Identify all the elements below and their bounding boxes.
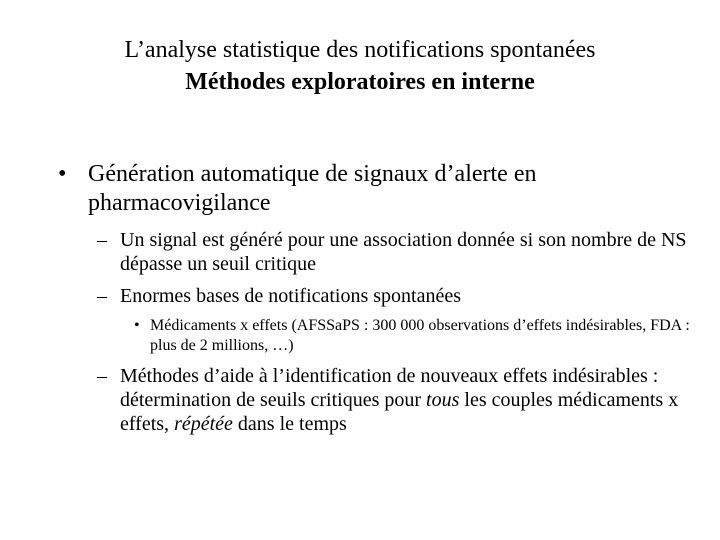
bullet-text: Un signal est généré pour une association donnée si son nombre de NS dépasse un seuil critique [120,229,687,275]
emphasis-repetee: répétée [174,413,233,435]
bullet-level3-drug-effects [50,316,690,356]
bullet-dot-icon: • [58,161,67,187]
bullet-dot-icon: • [134,317,140,334]
slide-body [50,160,690,436]
bullet-text-part-c: dans le temps [232,413,347,435]
bullet-text: Enormes bases de notifications spontanées [120,285,462,307]
bullet-dash-icon: – [97,229,107,251]
bullet-dash-icon: – [97,365,107,387]
bullet-level2-large-databases [50,284,690,308]
bullet-text: Génération automatique de signaux d’alerte en pharmacovigilance [88,161,537,216]
title-line-1: L’analyse statistique des notifications spontanées [124,37,596,63]
emphasis-tous: tous [426,389,460,411]
bullet-level2-signal-definition [50,228,690,276]
bullet-level1-signal-generation [50,160,690,218]
bullet-dash-icon: – [97,285,107,307]
bullet-text-part-a: Méthodes d’aide à l’identification de nouveaux effets indésirables : détermination de seuils critiques pour [120,365,659,411]
bullet-text: Médicaments x effets (AFSSaPS : 300 000 observations d’effets indésirables, FDA : plus de 2 millions, …) [150,317,690,354]
bullet-text-part-b: les couples médicaments x effets, [120,389,679,435]
slide-title [0,34,720,98]
bullet-text [120,365,678,435]
title-line-2: Méthodes exploratoires en interne [185,69,535,95]
bullet-level2-detection-methods [50,364,690,436]
